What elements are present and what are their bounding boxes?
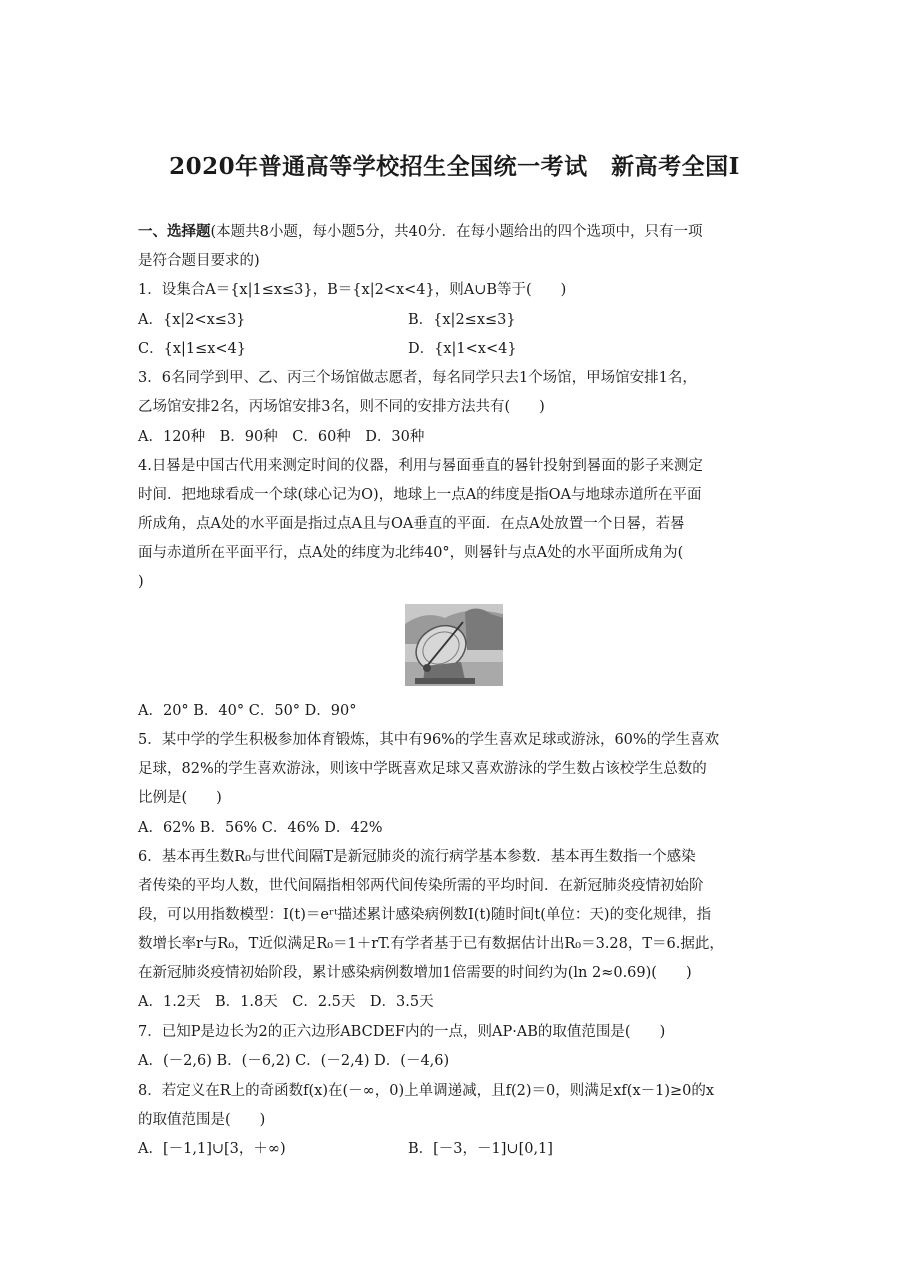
q1-stem: 1．设集合A＝{x|1≤x≤3}，B＝{x|2<x<4}，则A∪B等于( ) <box>138 282 567 298</box>
q6-line-2: 者传染的平均人数，世代间隔指相邻两代间传染所需的平均时间．在新冠肺炎疫情初始阶 <box>138 878 704 894</box>
q8-option-a: A．[－1,1]∪[3，＋∞) <box>138 1141 286 1157</box>
q5-line-1: 5．某中学的学生积极参加体育锻炼，其中有96%的学生喜欢足球或游泳，60%的学生喜欢 <box>138 732 720 748</box>
q4-line-3: 所成角，点A处的水平面是指过点A且与OA垂直的平面．在点A处放置一个日晷，若晷 <box>138 516 685 532</box>
q1-option-a: A．{x|2<x≤3} <box>138 312 246 328</box>
q7-options: A．(－2,6) B．(－6,2) C．(－2,4) D．(－4,6) <box>138 1053 450 1069</box>
q6-line-5: 在新冠肺炎疫情初始阶段，累计感染病例数增加1倍需要的时间约为(ln 2≈0.69)( ) <box>138 965 692 981</box>
sundial-illustration <box>405 604 503 686</box>
q4-line-1: 4.日晷是中国古代用来测定时间的仪器，利用与晷面垂直的晷针投射到晷面的影子来测定 <box>138 458 703 474</box>
q5-options: A．62% B．56% C．46% D．42% <box>138 820 383 836</box>
q4-line-5: ) <box>138 574 144 590</box>
q8-option-b: B．[－3，－1]∪[0,1] <box>408 1141 553 1157</box>
q6-line-3: 段，可以用指数模型：I(t)＝eʳᵗ描述累计感染病例数I(t)随时间t(单位：天)的变化规律，指 <box>138 907 712 923</box>
q4-line-4: 面与赤道所在平面平行，点A处的纬度为北纬40°，则晷针与点A处的水平面所成角为( <box>138 545 684 561</box>
q3-line-1: 3．6名同学到甲、乙、丙三个场馆做志愿者，每名同学只去1个场馆，甲场馆安排1名， <box>138 370 697 386</box>
q7-stem: 7．已知P是边长为2的正六边形ABCDEF内的一点，则AP·AB的取值范围是( ) <box>138 1024 666 1040</box>
section-heading: 一、选择题 <box>138 223 211 240</box>
q1-option-c: C．{x|1≤x<4} <box>138 341 247 357</box>
q5-line-2: 足球，82%的学生喜欢游泳，则该中学既喜欢足球又喜欢游泳的学生数占该校学生总数的 <box>138 761 707 777</box>
q1-option-b: B．{x|2≤x≤3} <box>408 312 516 328</box>
section-header <box>138 222 703 242</box>
q3-line-2: 乙场馆安排2名，丙场馆安排3名，则不同的安排方法共有( ) <box>138 399 545 415</box>
q6-options: A．1.2天 B．1.8天 C．2.5天 D．3.5天 <box>138 994 434 1010</box>
sundial-photo <box>405 604 503 686</box>
q1-option-d: D．{x|1<x<4} <box>408 341 517 357</box>
section-intro-2: 是符合题目要求的) <box>138 253 260 269</box>
q3-options: A．120种 B．90种 C．60种 D．30种 <box>138 429 425 445</box>
q8-line-2: 的取值范围是( ) <box>138 1112 266 1128</box>
q6-line-1: 6．基本再生数R₀与世代间隔T是新冠肺炎的流行病学基本参数．基本再生数指一个感染 <box>138 849 696 865</box>
page-title: 2020年普通高等学校招生全国统一考试 新高考全国Ⅰ <box>169 153 740 180</box>
q5-line-3: 比例是( ) <box>138 790 222 806</box>
q4-options: A．20° B．40° C．50° D．90° <box>138 703 357 719</box>
q8-line-1: 8．若定义在R上的奇函数f(x)在(－∞，0)上单调递减，且f(2)＝0，则满足xf(x－1)≥0的x <box>138 1083 715 1099</box>
q4-line-2: 时间．把地球看成一个球(球心记为O)，地球上一点A的纬度是指OA与地球赤道所在平面 <box>138 487 702 503</box>
q6-line-4: 数增长率r与R₀，T近似满足R₀＝1＋rT.有学者基于已有数据估计出R₀＝3.28，T＝6.据此， <box>138 936 724 952</box>
section-intro-1: (本题共8小题，每小题5分，共40分．在每小题给出的四个选项中，只有一项 <box>210 224 703 240</box>
